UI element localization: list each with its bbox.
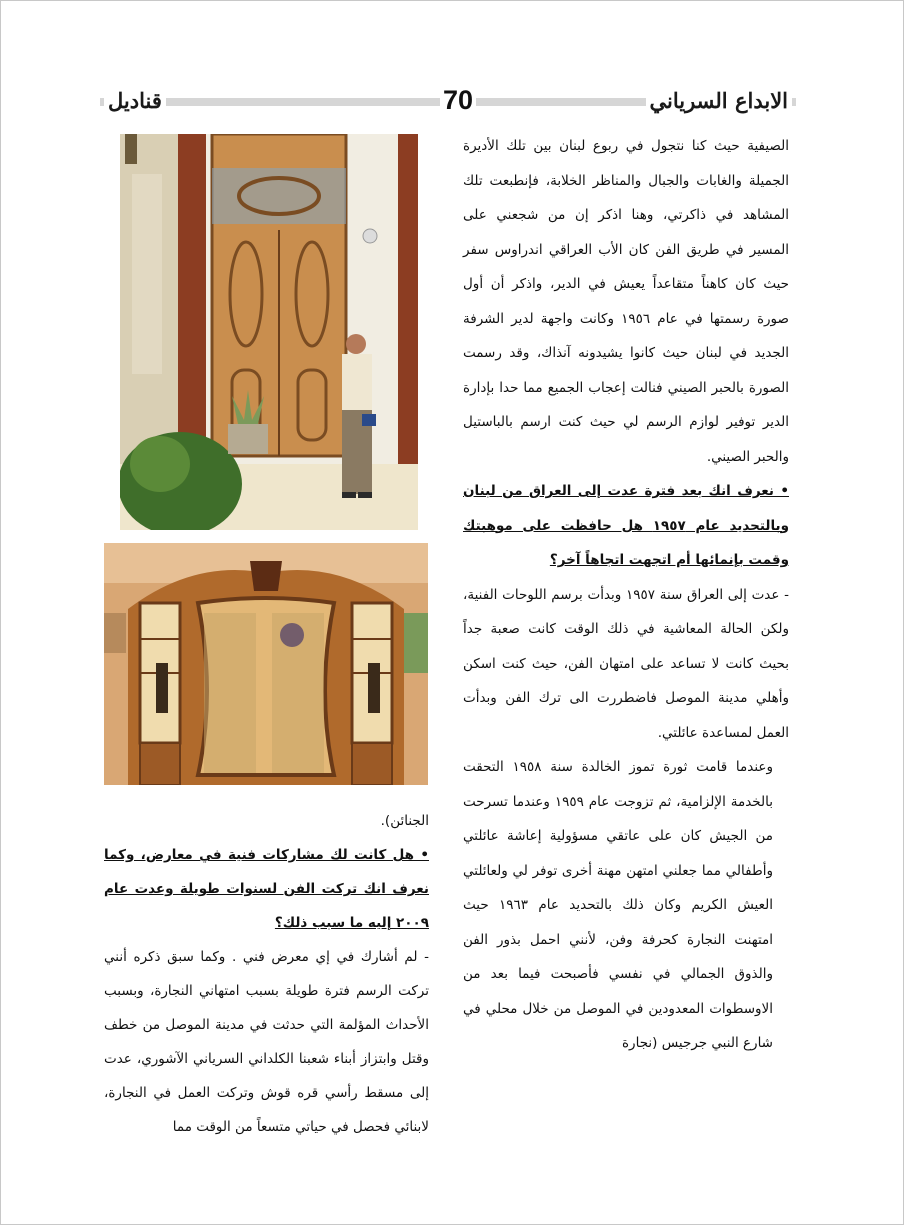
section-name: قناديل bbox=[104, 86, 166, 116]
paragraph: الجنائن). bbox=[380, 813, 429, 829]
magazine-title: الابداع السرياني bbox=[646, 86, 793, 116]
page-header bbox=[100, 86, 796, 118]
paragraph: - عدت إلى العراق سنة ١٩٥٧ وبدأت برسم اللوحات الفنية، ولكن الحالة المعاشية في ذلك الوقت كانت صعبة جداً بحيث كانت لا تساعد على امتهان الفن، حيث كنت اسكن وأهلي مدينة الموصل فاضطررت الى ترك الفن وبدأت العمل لمساعدة عائلتي. bbox=[463, 586, 790, 741]
article-column-right bbox=[463, 129, 789, 1061]
photo-carved-cabinet bbox=[104, 543, 428, 785]
interview-question: • نعرف انك بعد فترة عدت إلى العراق من لبنان وبالتحديد عام ١٩٥٧ هل حافظت على موهبتك وقمت بإنمائها أم اتجهت اتجاهاً آخر؟ bbox=[463, 483, 789, 568]
page-number: 70 bbox=[440, 84, 476, 116]
paragraph: الصيفية حيث كنا نتجول في ربوع لبنان بين تلك الأديرة الجميلة والغابات والجبال والمناظر الخلابة، فإنطبعت تلك المشاهد في ذاكرتي، وهنا اذكر إن من شجعني على المسير في طريق الفن كان الأب العراقي اندراوس سفر حيث كان كاهناً متقاعداً يعيش في الدير، واذكر أن أول صورة رسمتها في عام ١٩٥٦ وكانت واجهة لدير الشرفة الجديد في لبنان حيث كانوا يشيدونه آنذاك، وقد رسمت الصورة بالحبر الصيني فنالت إعجاب الجميع مما حدا بإدارة الدير توفير لوازم الرسم لي حيث كنت ارسم بالباستيل والحبر الصيني. bbox=[463, 138, 789, 465]
article-column-left bbox=[104, 804, 429, 1144]
paragraph: وعندما قامت ثورة تموز الخالدة سنة ١٩٥٨ التحقت بالخدمة الإلزامية، ثم تزوجت عام ١٩٥٩ وعندما تسرحت من الجيش كان على عاتقي مسؤولية إعاشة عائلتي وأطفالي مما جعلني امتهن مهنة أخرى توفر لي ولعائلتي العيش الكريم وكان ذلك بالتحديد عام ١٩٦٣ حيث امتهنت النجارة كحرفة وفن، لأنني احمل بذور الفن والذوق الجمالي في نفسي فأصبحت فيما بعد من الاوسطوات المعدودين في الموصل من خلال محلي في شارع النبي جرجيس (نجارة bbox=[463, 759, 774, 1051]
paragraph: - لم أشارك في إي معرض فني . وكما سبق ذكره أنني تركت الرسم فترة طويلة بسبب امتهاني النجارة، وبسبب الأحداث المؤلمة التي حدثت في مدينة الموصل من خطف وقتل وابتزاز أبناء شعبنا الكلداني السرياني الآشوري، عدت إلى مسقط رأسي قره قوش وتركت العمل في النجارة، لابنائي فحصل في حياتي متسعاً من الوقت مما bbox=[104, 949, 429, 1135]
door-illustration bbox=[120, 134, 418, 530]
cabinet-illustration bbox=[104, 543, 428, 785]
photo-man-at-door bbox=[120, 134, 418, 530]
interview-question: • هل كانت لك مشاركات فنية في معارض، وكما نعرف انك تركت الفن لسنوات طويلة وعدت عام ٢٠٠٩ إليه ما سبب ذلك؟ bbox=[104, 847, 429, 931]
